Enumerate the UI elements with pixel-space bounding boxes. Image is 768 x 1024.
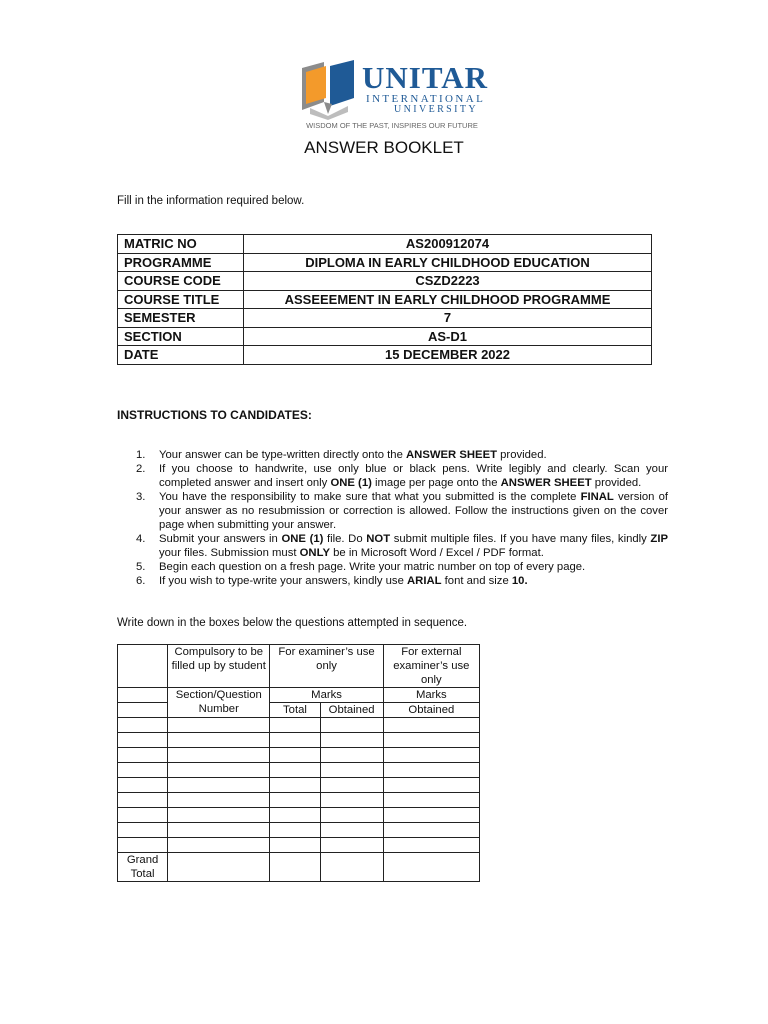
info-row-matric <box>118 235 652 254</box>
info-row-course-title <box>118 290 652 309</box>
answer-cell[interactable] <box>270 763 320 778</box>
info-label: COURSE CODE <box>118 272 244 291</box>
answer-row <box>118 718 480 733</box>
answer-cell[interactable] <box>320 718 383 733</box>
answer-row <box>118 838 480 853</box>
answer-cell[interactable] <box>270 823 320 838</box>
instruction-emphasis: ANSWER SHEET <box>500 477 592 489</box>
answer-cell[interactable] <box>320 778 383 793</box>
info-label: DATE <box>118 346 244 365</box>
instruction-number: 4. <box>136 533 146 545</box>
info-row-date <box>118 346 652 365</box>
instruction-number: 5. <box>136 561 146 573</box>
instruction-text: version of your answer as no resubmission or correction is allowed. Follow the instructions given on the cover page when submitting your answer. <box>159 491 669 531</box>
answer-cell <box>118 748 168 763</box>
instruction-text: submit multiple files. If you have many files, kindly <box>390 533 651 545</box>
write-note: Write down in the boxes below the questions attempted in sequence. <box>117 617 468 629</box>
answer-cell[interactable] <box>383 733 479 748</box>
obtained-header: Obtained <box>320 703 383 718</box>
answer-cell[interactable] <box>270 838 320 853</box>
answer-cell[interactable] <box>320 793 383 808</box>
col-external-header: For external examiner’s use only <box>383 645 479 688</box>
answer-cell[interactable] <box>270 808 320 823</box>
answer-cell[interactable] <box>320 808 383 823</box>
obtained-external-header: Obtained <box>383 703 479 718</box>
answer-row <box>118 793 480 808</box>
info-label: MATRIC NO <box>118 235 244 254</box>
grid-corner-cell <box>118 688 168 703</box>
grand-total-cell[interactable] <box>320 853 383 882</box>
answer-cell[interactable] <box>383 748 479 763</box>
answer-cell[interactable] <box>168 733 270 748</box>
answer-cell[interactable] <box>383 718 479 733</box>
info-row-programme <box>118 253 652 272</box>
instruction-text: Begin each question on a fresh page. Write your matric number on top of every page. <box>159 561 586 573</box>
answer-cell[interactable] <box>320 838 383 853</box>
answer-cell[interactable] <box>270 778 320 793</box>
answer-row <box>118 733 480 748</box>
instruction-text: your files. Submission must <box>159 547 300 559</box>
instruction-item <box>136 448 668 462</box>
instruction-item <box>136 532 668 560</box>
info-value[interactable]: AS-D1 <box>244 327 652 346</box>
answer-cell[interactable] <box>320 733 383 748</box>
answer-cell[interactable] <box>320 748 383 763</box>
instruction-text: font and size <box>441 575 512 587</box>
answer-cell[interactable] <box>270 718 320 733</box>
instruction-emphasis: ANSWER SHEET <box>406 449 498 461</box>
answer-cell <box>118 763 168 778</box>
answer-cell[interactable] <box>320 763 383 778</box>
answer-cell[interactable] <box>383 838 479 853</box>
grid-corner-cell <box>118 645 168 688</box>
answer-cell <box>118 718 168 733</box>
instruction-emphasis: FINAL <box>580 491 614 503</box>
info-row-section <box>118 327 652 346</box>
instruction-text: Submit your answers in <box>159 533 282 545</box>
marks-external-header: Marks <box>383 688 479 703</box>
answer-grid <box>117 644 480 882</box>
book-emblem-icon <box>296 58 362 120</box>
logo-tagline: WISDOM OF THE PAST, INSPIRES OUR FUTURE <box>306 121 478 130</box>
answer-row <box>118 823 480 838</box>
instruction-emphasis: ARIAL <box>407 575 442 587</box>
answer-cell[interactable] <box>168 838 270 853</box>
grand-total-row <box>118 853 480 882</box>
instruction-emphasis: ONLY <box>299 547 330 559</box>
instruction-emphasis: ZIP <box>650 533 668 545</box>
info-value[interactable]: AS200912074 <box>244 235 652 254</box>
page-title: ANSWER BOOKLET <box>304 138 464 157</box>
answer-cell[interactable] <box>383 808 479 823</box>
answer-cell <box>118 793 168 808</box>
instruction-text: image per page onto the <box>371 477 501 489</box>
info-label: PROGRAMME <box>118 253 244 272</box>
answer-cell <box>118 823 168 838</box>
info-value[interactable]: CSZD2223 <box>244 272 652 291</box>
instruction-emphasis: NOT <box>366 533 391 545</box>
answer-cell[interactable] <box>168 808 270 823</box>
instruction-text: file. Do <box>323 533 367 545</box>
answer-cell[interactable] <box>168 793 270 808</box>
answer-cell[interactable] <box>320 823 383 838</box>
instruction-text: provided. <box>497 449 547 461</box>
grand-total-cell[interactable] <box>270 853 320 882</box>
grand-total-label: Grand Total <box>118 853 168 882</box>
answer-cell[interactable] <box>168 778 270 793</box>
info-row-course-code <box>118 272 652 291</box>
answer-row <box>118 763 480 778</box>
section-question-header: Section/Question Number <box>168 688 270 718</box>
instruction-text: If you choose to handwrite, use only blue or black pens. Write legibly and clearly. Scan your completed answer and insert only <box>159 463 668 489</box>
answer-cell[interactable] <box>270 793 320 808</box>
answer-cell[interactable] <box>383 823 479 838</box>
total-header: Total <box>270 703 320 718</box>
answer-row <box>118 808 480 823</box>
answer-cell[interactable] <box>270 733 320 748</box>
instruction-emphasis: ONE (1) <box>281 533 324 545</box>
info-label: SEMESTER <box>118 309 244 328</box>
answer-cell[interactable] <box>168 823 270 838</box>
answer-cell[interactable] <box>383 793 479 808</box>
info-label: COURSE TITLE <box>118 290 244 309</box>
instruction-emphasis: 10. <box>511 575 528 587</box>
answer-cell[interactable] <box>383 778 479 793</box>
instruction-item <box>136 560 668 574</box>
answer-cell[interactable] <box>168 748 270 763</box>
col-compulsory-header: Compulsory to be filled up by student <box>168 645 270 688</box>
answer-cell[interactable] <box>270 748 320 763</box>
grid-corner-cell <box>118 703 168 718</box>
answer-cell[interactable] <box>168 763 270 778</box>
col-examiner-header: For examiner’s use only <box>270 645 383 688</box>
info-label: SECTION <box>118 327 244 346</box>
info-value[interactable]: DIPLOMA IN EARLY CHILDHOOD EDUCATION <box>244 253 652 272</box>
grid-answer-rows <box>118 718 480 853</box>
instruction-number: 6. <box>136 575 146 587</box>
answer-cell <box>118 733 168 748</box>
instruction-text: be in Microsoft Word / Excel / PDF format. <box>329 547 544 559</box>
answer-cell[interactable] <box>168 718 270 733</box>
answer-row <box>118 778 480 793</box>
info-value[interactable]: 7 <box>244 309 652 328</box>
instructions-list <box>136 448 668 588</box>
grand-total-cell[interactable] <box>168 853 270 882</box>
info-value[interactable]: 15 DECEMBER 2022 <box>244 346 652 365</box>
instruction-item <box>136 574 668 588</box>
answer-cell[interactable] <box>383 763 479 778</box>
answer-row <box>118 748 480 763</box>
marks-header: Marks <box>270 688 383 703</box>
instruction-number: 3. <box>136 491 146 503</box>
logo-line-university: UNIVERSITY <box>394 104 478 115</box>
answer-cell <box>118 808 168 823</box>
instruction-text: You have the responsibility to make sure that what you submitted is the complete <box>159 491 581 503</box>
instruction-number: 2. <box>136 463 146 475</box>
info-row-semester <box>118 309 652 328</box>
instruction-text: provided. <box>591 477 642 489</box>
fill-note: Fill in the information required below. <box>117 195 305 207</box>
instruction-emphasis: ONE (1) <box>330 477 372 489</box>
candidate-info-table <box>117 234 652 365</box>
answer-cell <box>118 778 168 793</box>
grand-total-cell[interactable] <box>383 853 479 882</box>
instruction-text: Your answer can be type-written directly onto the <box>159 449 406 461</box>
instruction-item <box>136 490 668 532</box>
instruction-number: 1. <box>136 449 146 461</box>
logo-name: UNITAR <box>362 60 488 95</box>
instruction-item <box>136 462 668 490</box>
info-value[interactable]: ASSEEEMENT IN EARLY CHILDHOOD PROGRAMME <box>244 290 652 309</box>
answer-cell <box>118 838 168 853</box>
instructions-heading: INSTRUCTIONS TO CANDIDATES: <box>117 408 312 422</box>
instruction-text: If you wish to type-write your answers, kindly use <box>159 575 408 587</box>
logo-line-international: INTERNATIONAL <box>366 93 486 105</box>
